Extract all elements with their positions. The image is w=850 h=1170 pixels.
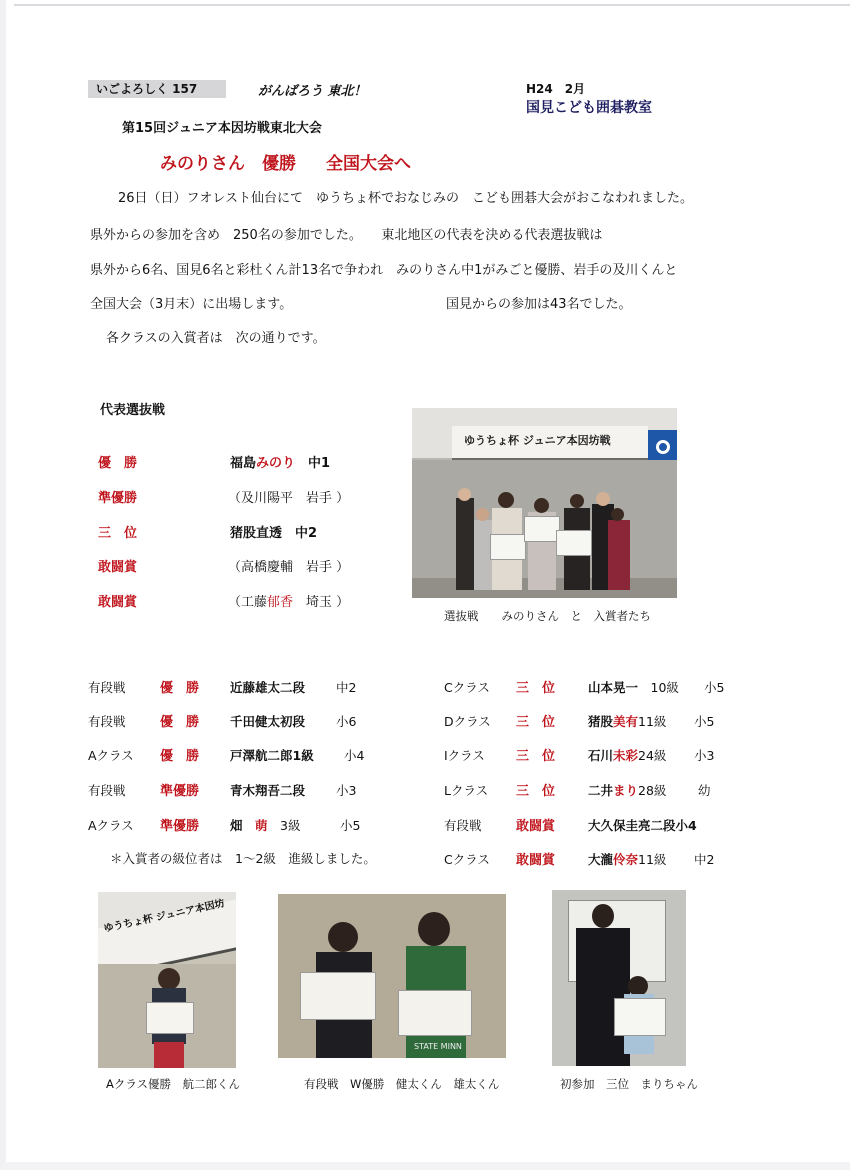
top-rule <box>14 4 850 6</box>
result-class: 有段戦 <box>444 818 482 833</box>
slogan: がんばろう 東北！ <box>258 84 367 99</box>
result-class: Cクラス <box>444 852 490 867</box>
selection-row <box>98 522 137 541</box>
result-grade: 小6 <box>336 714 357 729</box>
event-title: 第15回ジュニア本因坊戦東北大会 <box>122 121 322 136</box>
result-rank: 三 位 <box>516 784 556 799</box>
result-rank: 優 勝 <box>160 681 200 696</box>
result-class: Cクラス <box>444 680 490 695</box>
headline-part2: 全国大会へ <box>326 154 411 174</box>
body-line-2: 県外からの参加を含め 250名の参加でした。 東北地区の代表を決める代表選抜戦は <box>90 228 603 243</box>
result-rank: 三 位 <box>516 749 556 764</box>
result-name: 二井まり28級 <box>588 783 667 798</box>
body-line-5: 各クラスの入賞者は 次の通りです。 <box>106 331 326 346</box>
photo-banner-text: ゆうちょ杯 ジュニア本因坊戦 <box>464 434 611 447</box>
dan-section-winners-photo <box>278 894 506 1058</box>
result-name: 大瀧伶奈11級 <box>588 852 667 867</box>
result-rank: 優 勝 <box>160 749 200 764</box>
selection-row <box>98 556 137 575</box>
result-grade: 小5 <box>704 680 725 695</box>
body-line-3: 県外から6名、国見6名と彩杜くん計13名で争われ みのりさん中1がみごと優勝、岩手の及川くんと <box>90 263 678 278</box>
result-grade: 小4 <box>344 748 365 763</box>
body-line-1: 26日（日）フオレスト仙台にて ゆうちょ杯でおなじみの こども囲碁大会がおこなわれました。 <box>118 191 694 206</box>
selection-rank: 優 勝 <box>98 456 138 471</box>
result-name: 近藤雄太二段 <box>230 680 306 695</box>
a-class-winner-photo <box>98 892 236 1068</box>
selection-name: 猪股直透 中2 <box>230 526 318 541</box>
result-rank: 三 位 <box>516 715 556 730</box>
result-class: Iクラス <box>444 748 485 763</box>
result-class: Aクラス <box>88 748 134 763</box>
result-class: Dクラス <box>444 714 491 729</box>
school-name: 国見こども囲碁教室 <box>526 100 652 116</box>
selection-rank: 敢闘賞 <box>98 560 138 575</box>
selection-heading: 代表選抜戦 <box>100 403 166 418</box>
selection-rank: 敢闘賞 <box>98 595 138 610</box>
result-grade: 小3 <box>694 748 715 763</box>
selection-row <box>98 487 137 506</box>
result-class: 有段戦 <box>88 680 126 695</box>
headline <box>160 149 411 174</box>
result-grade: 幼 <box>698 783 711 798</box>
photo2-banner-text: ゆうちょ杯 ジュニア本因坊 <box>102 898 226 935</box>
body-line-4b: 国見からの参加は43名でした。 <box>446 297 632 312</box>
photo4-caption: 初参加 三位 まりちゃん <box>560 1077 698 1091</box>
selection-row <box>98 452 137 471</box>
result-grade: 小5 <box>340 818 361 833</box>
photo3-caption: 有段戦 W優勝 健太くん 雄太くん <box>304 1077 500 1091</box>
result-grade: 小5 <box>694 714 715 729</box>
result-grade: 小3 <box>336 783 357 798</box>
result-class: 有段戦 <box>88 783 126 798</box>
shirt-text: STATE MINN <box>414 1042 462 1051</box>
result-rank: 敢闘賞 <box>516 819 556 834</box>
selection-row <box>98 591 137 610</box>
body-line-4a: 全国大会（3月末）に出場します。 <box>90 297 293 312</box>
selection-name: （工藤郁香 埼玉 ） <box>228 595 350 610</box>
selection-name: （高橋慶輔 岩手 ） <box>228 560 350 575</box>
result-class: Lクラス <box>444 783 489 798</box>
selection-rank: 三 位 <box>98 526 138 541</box>
result-name: 山本晃一 10級 <box>588 680 679 695</box>
promotion-note: ＊入賞者の級位者は 1～2級 進級しました。 <box>110 851 376 866</box>
result-grade: 中2 <box>694 852 715 867</box>
headline-part1: みのりさん 優勝 <box>160 154 296 174</box>
result-name: 青木翔吾二段 <box>230 783 306 798</box>
result-rank: 優 勝 <box>160 715 200 730</box>
series-label: いごよろしく 157 <box>88 80 226 98</box>
result-name: 猪股美有11級 <box>588 714 667 729</box>
result-class: 有段戦 <box>88 714 126 729</box>
selection-name: 福島みのり 中1 <box>230 456 331 471</box>
selection-rank: 準優勝 <box>98 491 138 506</box>
third-place-photo <box>552 890 686 1066</box>
photo1-caption: 選抜戦 みのりさん と 入賞者たち <box>444 609 651 623</box>
result-name: 畑 萌 3級 <box>230 818 301 833</box>
photo2-caption: Aクラス優勝 航二郎くん <box>106 1077 241 1091</box>
result-name: 大久保圭亮二段小4 <box>588 818 697 833</box>
result-grade: 中2 <box>336 680 357 695</box>
result-rank: 準優勝 <box>160 784 200 799</box>
result-class: Aクラス <box>88 818 134 833</box>
result-rank: 準優勝 <box>160 819 200 834</box>
issue-date: H24 2月 <box>526 82 586 96</box>
result-name: 戸澤航二郎1級 <box>230 748 314 763</box>
result-rank: 三 位 <box>516 681 556 696</box>
result-rank: 敢闘賞 <box>516 853 556 868</box>
result-name: 千田健太初段 <box>230 714 306 729</box>
award-group-photo <box>412 408 677 598</box>
selection-name: （及川陽平 岩手 ） <box>228 491 350 506</box>
result-name: 石川未彩24級 <box>588 748 667 763</box>
